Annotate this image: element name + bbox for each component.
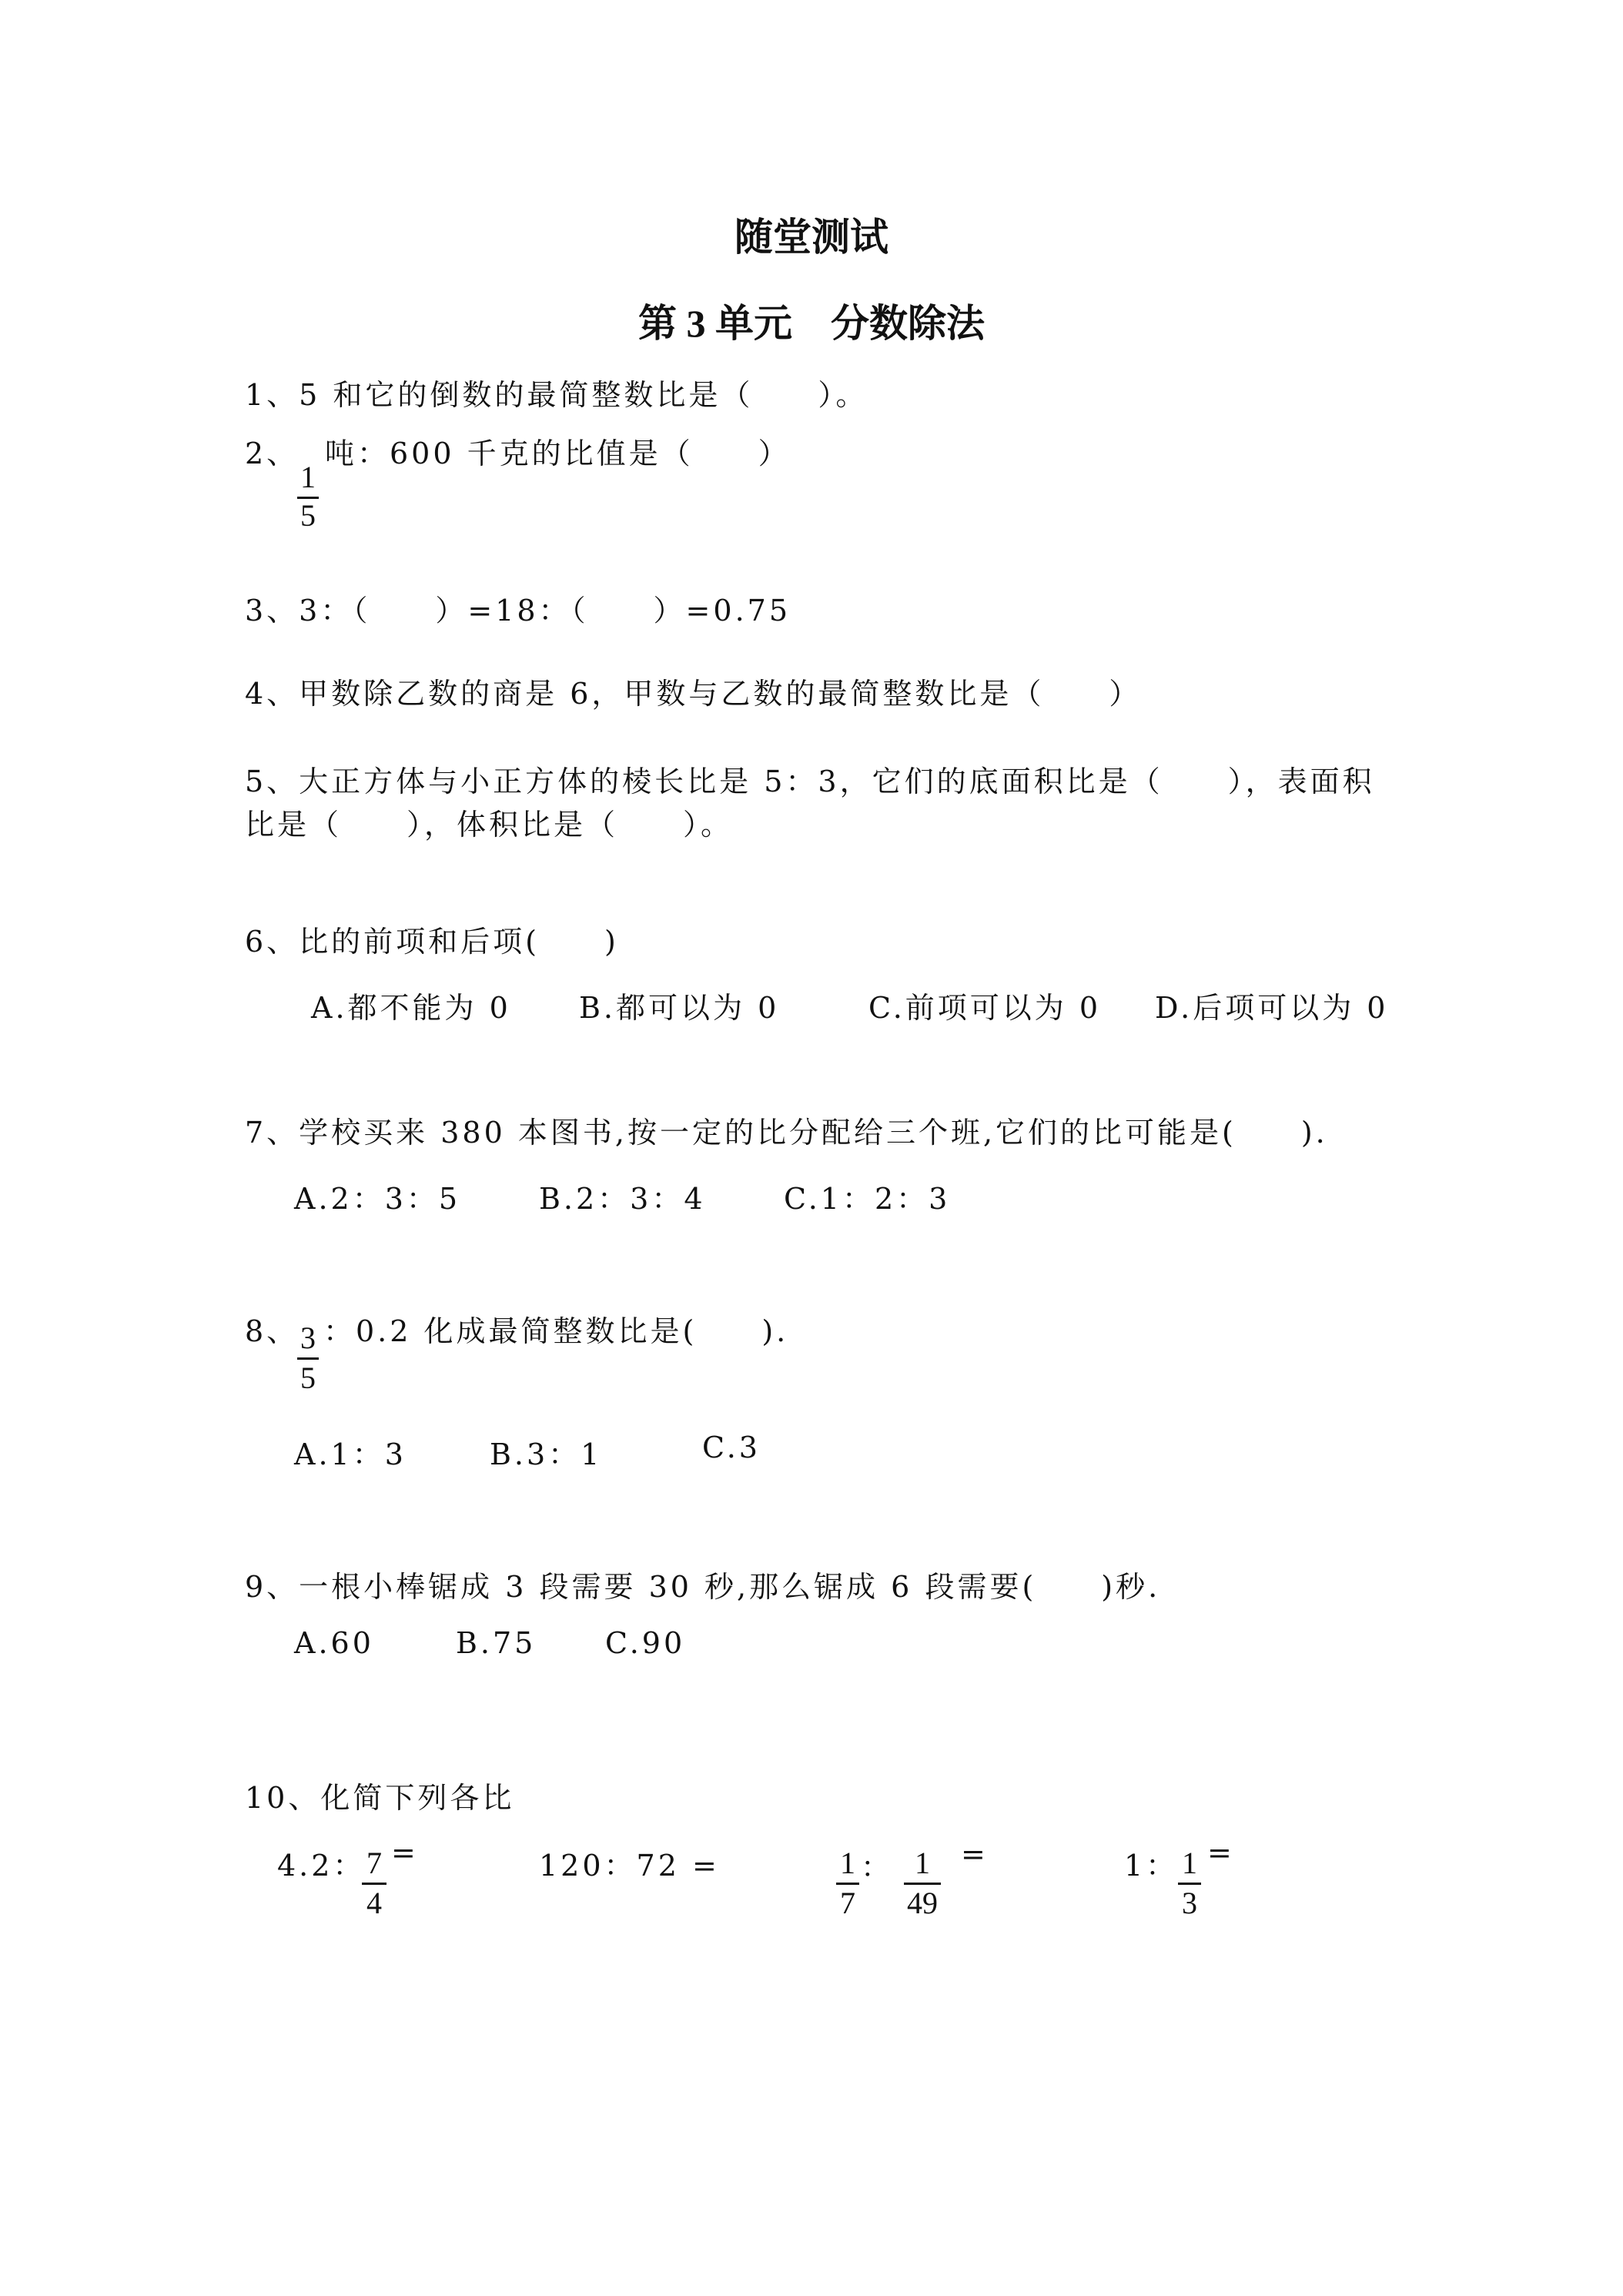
question-2-prefix: 2、 xyxy=(245,437,300,470)
question-2-fraction-numerator: 1 xyxy=(300,460,316,494)
question-7-option-b: B.2：3：4 xyxy=(539,1182,706,1216)
question-8-fraction-bar xyxy=(297,1357,319,1360)
question-7-option-c: C.1：2：3 xyxy=(784,1182,951,1216)
question-8-option-a: A.1：3 xyxy=(294,1438,407,1471)
question-8-text: ：0.2 化成最简整数比是( ). xyxy=(323,1314,789,1348)
question-9-option-b: B.75 xyxy=(456,1626,537,1660)
question-7-option-a: A.2：3：5 xyxy=(294,1182,461,1216)
question-7: 7、学校买来 380 本图书,按一定的比分配给三个班,它们的比可能是( ). xyxy=(245,1116,1328,1150)
q10-a-fraction-bar xyxy=(362,1883,387,1885)
question-10: 10、化简下列各比 xyxy=(245,1781,515,1815)
q10-d-fraction-bar xyxy=(1178,1883,1201,1885)
q10-b: 120：72 = xyxy=(539,1849,720,1883)
question-8-option-c: C.3 xyxy=(702,1431,761,1464)
question-8-fraction-denominator: 5 xyxy=(300,1361,316,1395)
q10-c-denominator-1: 7 xyxy=(840,1886,855,1920)
question-2-text: 吨：600 千克的比值是（ ） xyxy=(325,437,791,470)
q10-c-fraction-bar-1 xyxy=(836,1883,859,1885)
question-1: 1、5 和它的倒数的最简整数比是（ ）。 xyxy=(245,378,868,412)
q10-a-lead: 4.2： xyxy=(277,1849,366,1883)
q10-c-colon: ： xyxy=(861,1850,894,1884)
question-8-option-b: B.3：1 xyxy=(490,1438,603,1471)
question-6: 6、比的前项和后项( ) xyxy=(245,925,619,959)
q10-c-numerator-1: 1 xyxy=(840,1846,855,1880)
question-9-option-a: A.60 xyxy=(294,1626,374,1660)
question-6-option-c: C.前项可以为 0 xyxy=(868,991,1102,1025)
q10-a-denominator: 4 xyxy=(366,1886,382,1920)
q10-d-denominator: 3 xyxy=(1182,1886,1197,1920)
q10-d-lead: 1： xyxy=(1124,1849,1179,1883)
q10-a-equals: = xyxy=(391,1836,419,1869)
page-title: 随堂测试 xyxy=(735,216,888,259)
q10-c-fraction-bar-2 xyxy=(904,1883,941,1885)
question-5-line-1: 5、大正方体与小正方体的棱长比是 5：3，它们的底面积比是（ ），表面积 xyxy=(245,765,1375,798)
question-8-fraction-numerator: 3 xyxy=(300,1320,316,1355)
q10-a-numerator: 7 xyxy=(366,1846,382,1880)
q10-d-numerator: 1 xyxy=(1182,1846,1197,1880)
question-5-line-2: 比是（ ），体积比是（ ）。 xyxy=(245,808,734,842)
question-9: 9、一根小棒锯成 3 段需要 30 秒,那么锯成 6 段需要( )秒. xyxy=(245,1570,1161,1604)
q10-c-equals: = xyxy=(961,1837,989,1871)
q10-c-numerator-2: 1 xyxy=(915,1846,930,1880)
q10-c-denominator-2: 49 xyxy=(907,1886,938,1920)
question-6-option-a: A.都不能为 0 xyxy=(311,991,511,1025)
question-2-fraction-denominator: 5 xyxy=(300,498,316,533)
question-9-option-c: C.90 xyxy=(605,1626,686,1660)
question-3: 3、3：（ ）=18：（ ）=0.75 xyxy=(245,594,791,628)
unit-subtitle: 第 3 单元 分数除法 xyxy=(638,302,985,345)
question-6-option-d: D.后项可以为 0 xyxy=(1155,991,1389,1025)
question-6-option-b: B.都可以为 0 xyxy=(579,991,780,1025)
q10-d-equals: = xyxy=(1207,1836,1235,1869)
question-4: 4、甲数除乙数的商是 6，甲数与乙数的最简整数比是（ ） xyxy=(245,677,1142,711)
question-8-prefix: 8、 xyxy=(245,1314,300,1348)
